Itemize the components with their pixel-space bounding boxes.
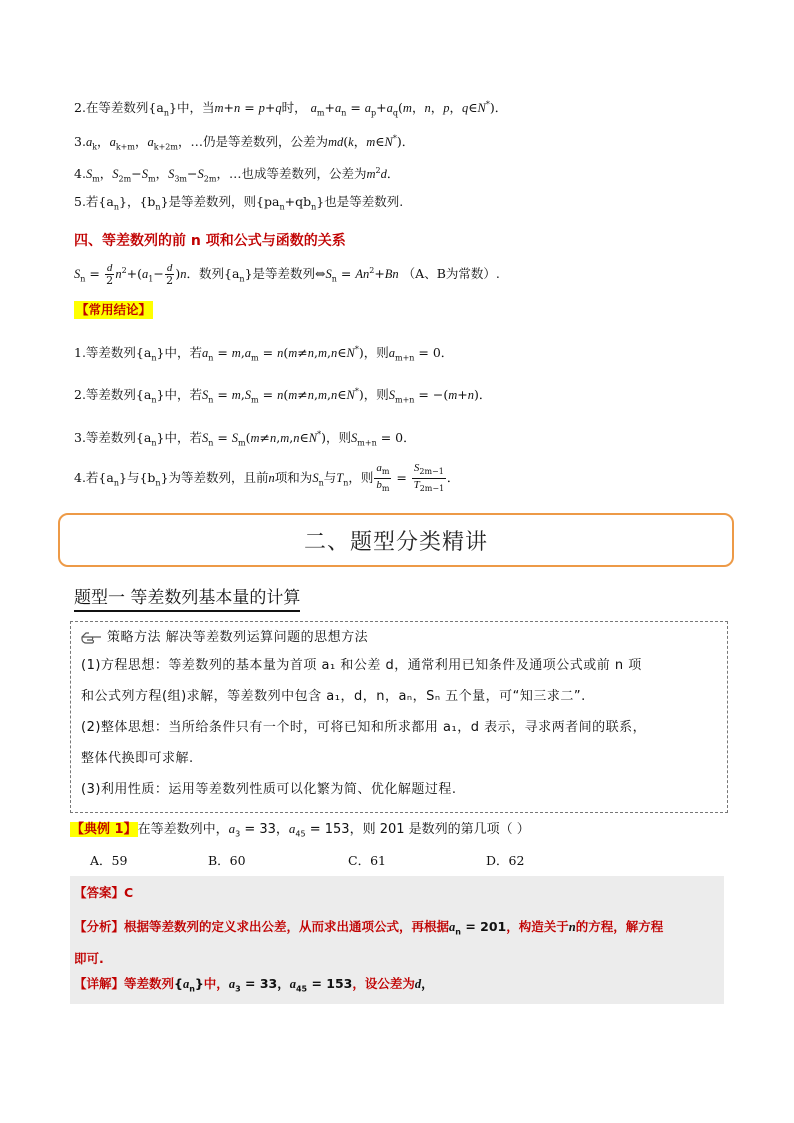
example-tag: 【典例 1】 (71, 822, 137, 837)
property-2: 2.在等差数列$\{a_n\}$中，当m+n = p+q时， $a_m+a_n = a_p+a_q(m$，n，p，q∈N*)． (74, 100, 508, 118)
strategy-line-1: (1)方程思想：等差数列的基本量为首项 a₁ 和公差 d，通常利用已知条件及通项公式或前 n 项 (81, 658, 642, 673)
detail-line: 【详解】等差数列$\{a_n\}$中，$a_3 = 33$，$a_{45} = 153$，设公差为d， (74, 976, 434, 994)
sum-function-formula: $S_n$ = $\frac{d}{2}$ $n^2+(a_1-$ $\frac{d}{2}$ )n．数列$\{a_n\}$是等差数列$\Leftrightarrow S_n = An^2+Bn$ （A、B为常数）. (74, 262, 500, 288)
strategy-line-5: (3)利用性质：运用等差数列性质可以化繁为简、优化解题过程. (81, 782, 457, 797)
common-conclusions-tag: 【常用结论】 (76, 302, 152, 317)
strategy-line-2: 和公式列方程(组)求解，等差数列中包含 a₁，d，n，aₙ，Sₙ 五个量，可“知三求二”. (81, 689, 586, 704)
analysis-line: 【分析】根据等差数列的定义求出公差，从而求出通项公式，再根据$a_n = 201$，构造关于n的方程，解方程 即可. (74, 919, 664, 966)
strategy-box (70, 621, 728, 813)
property-3: $3.a_k$，$a_{k+m}$，$a_{k+2m}$，…仍是等差数列，公差为md(k，m∈N*)． (74, 134, 415, 152)
property-5: 5.若$\{a_n\}$，$\{b_n\}$是等差数列，则$\{pa_n+qb_n\}$也是等差数列. (74, 194, 404, 212)
answer-line: 【答案】C (74, 885, 134, 900)
option-d[interactable]: D．62 (486, 853, 525, 868)
option-b[interactable]: B．60 (208, 853, 246, 868)
option-a[interactable]: A．59 (90, 853, 128, 868)
section-4-heading: 四、等差数列的前 n 项和公式与函数的关系 (74, 233, 346, 249)
solution-panel (70, 876, 724, 1004)
conclusion-4: 4.若$\{a_n\}$与$\{b_n\}$为等差数列，且前n项和为$S_n$与$T_n$，则 $\frac{a_m}{b_m}$ = $\frac{S_{2m-1}}{T_{2m-1}}$ ． (74, 462, 460, 494)
conclusion-2: 2.等差数列$\{a_n\}$中，若$S_n = m,S_m$ = n(m≠n,m,n∈N*)，则$S_{m+n} = -(m+n)$． (74, 387, 492, 405)
banner-title: 二、题型分类精讲 (303, 529, 488, 555)
question-type-1-title: 题型一 等差数列基本量的计算 (74, 587, 300, 612)
option-c[interactable]: C．61 (348, 853, 386, 868)
conclusion-1: 1.等差数列$\{a_n\}$中，若$a_n = m,a_m$ = n(m≠n,m,n∈N*)，则$a_{m+n} = 0$． (74, 345, 454, 363)
strategy-line-3: (2)整体思想：当所给条件只有一个时，可将已知和所求都用 a₁，d 表示，寻求两者间的联系， (81, 720, 647, 735)
pointing-hand-icon (81, 631, 103, 645)
section-banner (58, 513, 734, 567)
conclusion-3: 3.等差数列$\{a_n\}$中，若$S_n$ = $S_m(m\ne n,m,n\in N^*)$，则$S_{m+n} = 0$． (74, 430, 416, 448)
property-4: $4.S_m$，$S_{2m}-S_m$，$S_{3m}-S_{2m}$，…也成等差数列，公差为$m^2d$． (74, 166, 400, 184)
example-1-stem: 【典例 1】在等差数列中，$a_3 = 33$，$a_{45} = 153$，则 201 是数列的第几项（ ） (71, 821, 530, 839)
strategy-heading: 策略方法 解决等差数列运算问题的思想方法 (81, 626, 717, 650)
strategy-line-4: 整体代换即可求解. (81, 751, 194, 766)
